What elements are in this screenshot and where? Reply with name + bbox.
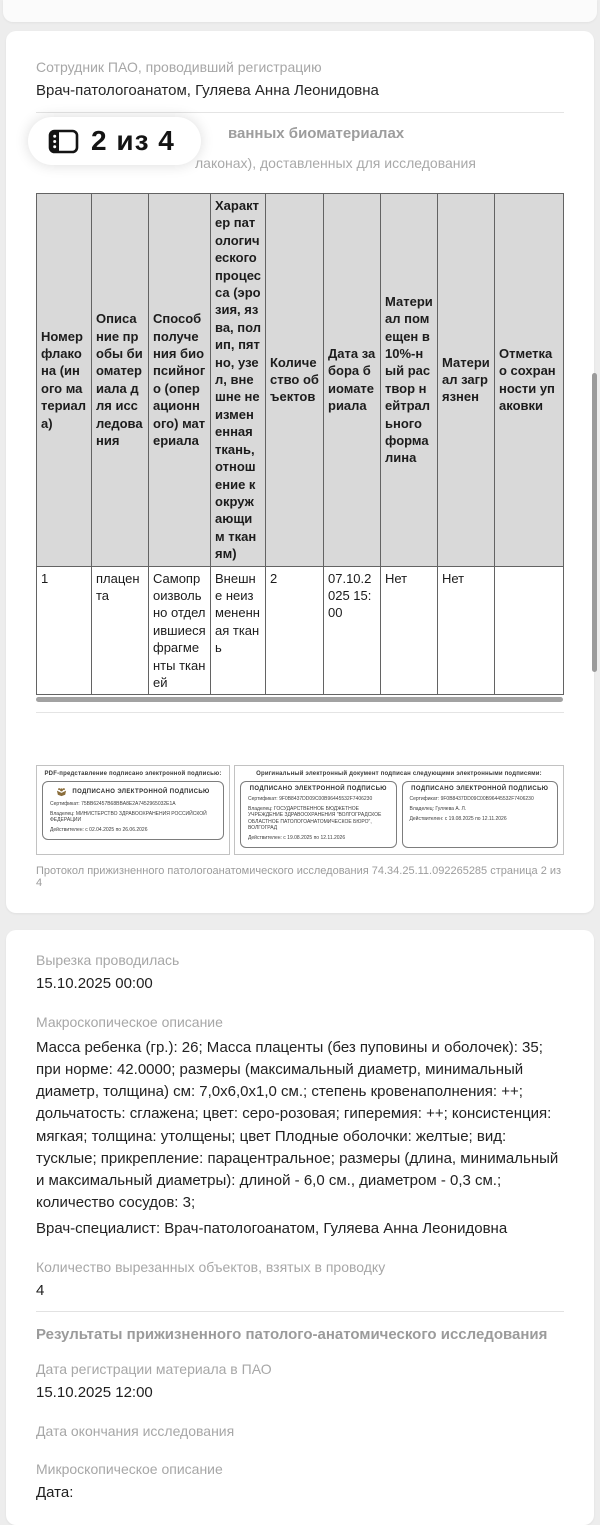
original-signature-stamp-2 <box>402 781 559 848</box>
pdf-signature-stamp <box>42 781 224 840</box>
excision-group <box>36 952 564 992</box>
objects-count-label: Количество вырезанных объектов, взятых в проводку <box>36 1258 386 1275</box>
stamp-validity: Действителен: с 19.08.2025 по 12.11.2026 <box>409 815 507 822</box>
pdf-signature-block <box>36 765 230 855</box>
stamp-certificate: Сертификат: 9F0B8437DD09C00B96445532F7406230 <box>248 795 373 802</box>
stamp-certificate: Сертификат: 9F0B8437DD09C00B96445532F7406230 <box>409 795 534 802</box>
divider <box>36 712 564 713</box>
divider <box>36 112 564 113</box>
stamp-title: ПОДПИСАНО ЭЛЕКТРОННОЙ ПОДПИСЬЮ <box>72 788 210 795</box>
page-indicator-badge[interactable] <box>28 117 201 165</box>
objects-count-group <box>36 1259 564 1299</box>
cell-sampling-date: 07.10.2025 15:00 <box>324 566 381 695</box>
col-header-contaminated: Материал загрязнен <box>438 194 495 567</box>
registration-value: Врач-патологоанатом, Гуляева Анна Леонидовна <box>36 82 379 99</box>
table-header-row <box>37 194 564 567</box>
pages-icon <box>48 129 79 154</box>
document-page-card <box>6 31 594 913</box>
macro-doctor-line: Врач-специалист: Врач-патологоанатом, Гуляева Анна Леонидовна <box>36 1220 508 1238</box>
signatures-section <box>36 765 564 855</box>
stamp-certificate: Сертификат: 75BB62457B68BBA8E2A7452965032E1A <box>50 800 176 807</box>
card-gap <box>0 913 600 930</box>
results-heading: Результаты прижизненного патолого-анатомического исследования <box>36 1325 548 1343</box>
original-signature-stamp-1 <box>240 781 397 848</box>
pdf-signature-title: PDF-представление подписано электронной подписью: <box>44 771 222 778</box>
horizontal-scrollbar-thumb[interactable] <box>36 697 563 702</box>
cell-vial-number: 1 <box>37 566 92 695</box>
stamp-title: ПОДПИСАНО ЭЛЕКТРОННОЙ ПОДПИСЬЮ <box>411 786 549 793</box>
col-header-formalin: Материал помещен в 10%-ный раствор нейтрального формалина <box>381 194 438 567</box>
macro-description-group <box>36 1014 564 1241</box>
cell-sample-description: плацента <box>92 566 149 695</box>
micro-label: Микроскопическое описание <box>36 1460 223 1477</box>
col-header-sampling-date: Дата забора биоматериала <box>324 194 381 567</box>
biomaterials-subheading-fragment: лаконах), доставленных для исследования <box>195 155 476 171</box>
stamp-owner: Владелец: ГОСУДАРСТВЕННОЕ БЮДЖЕТНОЕ УЧРЕЖДЕНИЕ ЗДРАВООХРАНЕНИЯ "ВОЛГОГРАДСКОЕ ОБЛАСТНОЕ ПАТОЛОГОАНАТОМИЧЕСКОЕ БЮРО", ВОЛГОГРАД <box>248 805 382 832</box>
registration-label: Сотрудник ПАО, проводивший регистрацию <box>36 59 322 75</box>
macro-label: Макроскопическое описание <box>36 1013 223 1030</box>
registration-date-value: 15.10.2025 12:00 <box>36 1383 153 1401</box>
objects-count-value: 4 <box>36 1281 45 1299</box>
excision-value: 15.10.2025 00:00 <box>36 974 153 992</box>
emblem-icon <box>56 786 67 797</box>
stamp-owner: Владелец: МИНИСТЕРСТВО ЗДРАВООХРАНЕНИЯ РОССИЙСКОЙ ФЕДЕРАЦИИ <box>50 810 207 824</box>
biomaterials-table <box>36 193 564 695</box>
end-date-label: Дата окончания исследования <box>36 1422 235 1439</box>
table-row <box>37 566 564 695</box>
cell-formalin: Нет <box>381 566 438 695</box>
col-header-objects-count: Количество объектов <box>266 194 324 567</box>
micro-partial-value: Дата: <box>36 1483 74 1501</box>
stamp-validity: Действителен: с 02.04.2025 по 26.06.2026 <box>50 827 148 834</box>
col-header-biopsy-method: Способ получения биопсийного (операционного) материала <box>149 194 211 567</box>
col-header-sample-description: Описание пробы биоматериала для исследования <box>92 194 149 567</box>
previous-card-bottom-edge <box>3 0 597 22</box>
page-indicator-text: 2 из 4 <box>91 125 175 156</box>
cell-contaminated: Нет <box>438 566 495 695</box>
divider <box>36 1311 564 1312</box>
biomaterials-heading-fragment: ванных биоматериалах <box>228 125 405 142</box>
examination-details-card <box>6 930 594 1525</box>
stamp-title: ПОДПИСАНО ЭЛЕКТРОННОЙ ПОДПИСЬЮ <box>249 786 387 793</box>
stamp-validity: Действителен: с 19.08.2025 по 12.11.2026 <box>248 835 346 842</box>
registration-date-group <box>36 1361 564 1401</box>
col-header-process-character: Характер патологического процесса (эрозия, язва, полип, пятно, узел, внешне не измененная ткань, отношение к окружающим тканям) <box>211 194 266 567</box>
vertical-scrollbar-thumb[interactable] <box>592 373 597 672</box>
card-gap <box>0 22 600 31</box>
cell-packaging <box>495 566 564 695</box>
macro-text: Масса ребенка (гр.): 26; Масса плаценты (без пуповины и оболочек): 35; при норме: 42.0000; размеры (максимальный диаметр, минимальный диаметр, толщина) см: 7,0х6,0х1,0 см.; степень кровенаполнения: ++; дольчатость: сглажена; цвет: серо-розовая; гиперемия: ++; консистенция: мягкая; толщина: утолщены; цвет Плодные оболочки: желтые; вид: тусклые; прикрепление: парацентральное; размеры (длина, минимальный и максимальный диаметры): длиной - 6,0 см., диаметром - 0,3 см.; количество сосудов: 3; <box>36 1038 559 1212</box>
protocol-footer-caption: Протокол прижизненного патологоанатомического исследования 74.34.25.11.092265285 страница 2 из 4 <box>36 864 562 889</box>
col-header-vial-number: Номер флакона (иного материала) <box>37 194 92 567</box>
original-signature-block <box>234 765 564 855</box>
stamp-owner: Владелец: Гуляева А. Л. <box>409 805 467 812</box>
cell-biopsy-method: Самопроизвольно отделившиеся фрагменты тканей <box>149 566 211 695</box>
end-date-group <box>36 1423 564 1439</box>
biomaterials-heading-zone <box>36 121 564 179</box>
excision-label: Вырезка проводилась <box>36 951 180 968</box>
col-header-packaging: Отметка о сохранности упаковки <box>495 194 564 567</box>
micro-description-group <box>36 1461 564 1501</box>
cell-process-character: Внешне неизмененная ткань <box>211 566 266 695</box>
registration-date-label: Дата регистрации материала в ПАО <box>36 1360 272 1377</box>
cell-objects-count: 2 <box>266 566 324 695</box>
original-signature-title: Оригинальный электронный документ подписан следующими электронными подписями: <box>256 771 542 778</box>
